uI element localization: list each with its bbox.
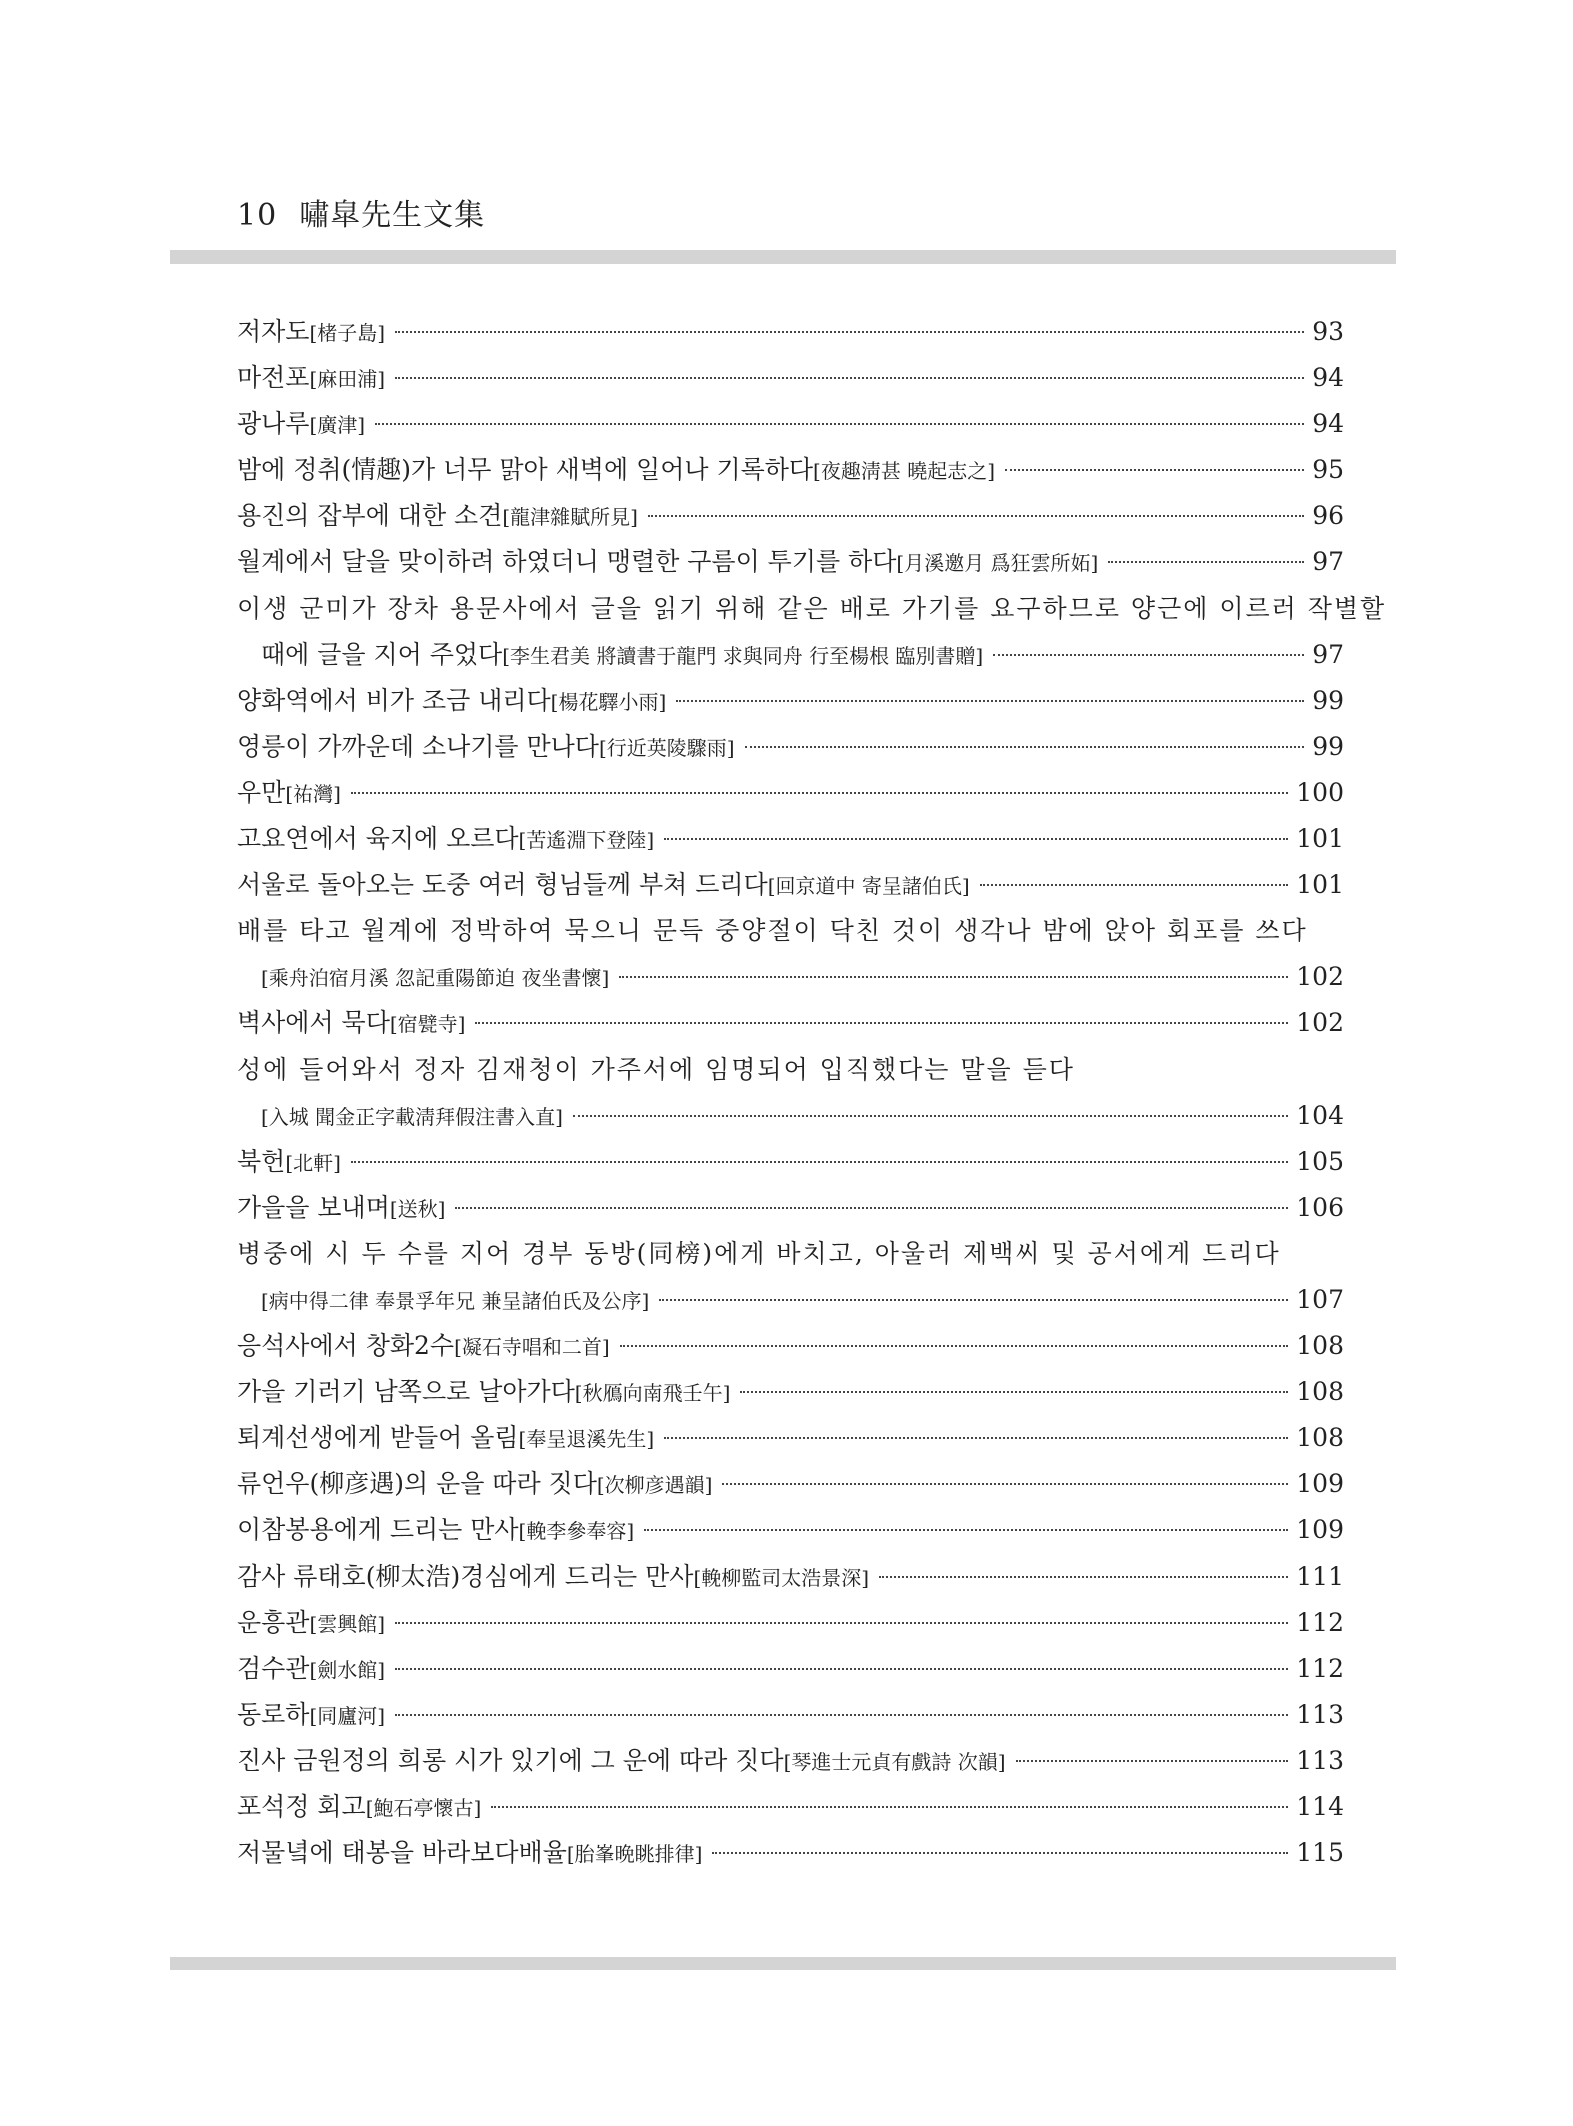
toc-entry-title: 고요연에서 육지에 오르다 [237, 824, 519, 854]
toc-entry [237, 1784, 1344, 1830]
toc-entry-hanja: [北軒] [285, 1150, 341, 1175]
toc-leader-dots [620, 1345, 1289, 1347]
toc-entry-page: 97 [1312, 639, 1344, 669]
toc-entry-title: 저물녘에 태봉을 바라보다배율 [237, 1838, 567, 1868]
toc-entry [237, 355, 1344, 401]
toc-entry-page: 94 [1312, 409, 1344, 439]
toc-entry-hanja: [入城 聞金正字載淸拜假注書入直] [261, 1104, 563, 1129]
toc-leader-dots [395, 1714, 1288, 1716]
toc-entry-hanja: [苦遙淵下登陸] [518, 828, 655, 853]
toc-entry-title: 마전포 [237, 363, 310, 393]
toc-entry-hanja: [楮子島] [309, 321, 386, 345]
toc-leader-dots [740, 1391, 1288, 1393]
toc-entry-hanja: [送秋] [389, 1196, 446, 1221]
toc-entry [237, 586, 1387, 632]
toc-entry-title: 때에 글을 지어 주었다 [261, 639, 503, 669]
toc-entry-page: 104 [1296, 1100, 1344, 1130]
toc-entry-title: 양화역에서 비가 조금 내리다 [237, 685, 551, 715]
toc-entry-hanja: [乘舟泊宿月溪 忽記重陽節迫 夜坐書懷] [261, 966, 610, 991]
table-of-contents [237, 309, 1387, 1876]
toc-entry-page: 100 [1296, 777, 1344, 807]
toc-entry-hanja: [同廬河] [309, 1703, 386, 1728]
toc-entry [237, 1000, 1344, 1046]
toc-entry [237, 862, 1344, 908]
toc-entry-hanja: [奉呈退溪先生] [518, 1427, 655, 1452]
toc-leader-dots [712, 1852, 1288, 1854]
toc-entry-page: 107 [1296, 1284, 1344, 1314]
toc-entry-page: 112 [1296, 1607, 1344, 1637]
toc-entry-hanja: [龍津雜賦所見] [502, 505, 638, 530]
toc-entry-hanja: [琴進士元貞有戲詩 次韻] [783, 1749, 1006, 1774]
toc-entry-page: 105 [1296, 1146, 1344, 1176]
toc-entry-page: 94 [1312, 363, 1344, 393]
toc-entry [237, 770, 1344, 816]
toc-entry-hanja: [秋鴈向南飛壬午] [574, 1381, 731, 1406]
toc-entry-page: 106 [1296, 1192, 1344, 1222]
toc-entry-page: 102 [1296, 962, 1344, 992]
toc-entry-page: 108 [1296, 1377, 1344, 1407]
toc-entry-title: 운흥관 [237, 1607, 310, 1637]
toc-leader-dots [351, 792, 1288, 794]
toc-entry-title: 포석정 회고 [237, 1792, 366, 1821]
toc-entry [237, 908, 1344, 954]
toc-leader-dots [1005, 469, 1304, 471]
toc-entry [237, 493, 1344, 539]
toc-entry-hanja: [輓柳監司太浩景深] [693, 1565, 870, 1590]
toc-leader-dots [722, 1483, 1288, 1485]
toc-entry-page: 113 [1296, 1745, 1344, 1775]
toc-entry-hanja: [回京道中 寄呈諸伯氏] [767, 874, 970, 899]
toc-entry [237, 678, 1344, 724]
toc-entry-title: 밤에 정취(情趣)가 너무 맑아 새벽에 일어나 기록하다 [237, 455, 814, 485]
toc-entry-title: 퇴계선생에게 받들어 올림 [237, 1423, 519, 1453]
toc-entry-hanja: [月溪邀月 爲狂雲所妬] [896, 551, 1099, 576]
toc-leader-dots [993, 654, 1304, 656]
toc-entry-title: 성에 들어와서 정자 김재청이 가주서에 임명되어 입직했다는 말을 듣다 [237, 1054, 1075, 1084]
toc-entry [237, 1692, 1344, 1738]
toc-entry [237, 816, 1344, 862]
toc-leader-dots [644, 1529, 1288, 1531]
toc-entry-page: 109 [1296, 1469, 1344, 1499]
toc-leader-dots [395, 1668, 1288, 1670]
toc-entry [237, 1738, 1344, 1784]
toc-entry-title: 응석사에서 창화2수 [237, 1331, 455, 1361]
toc-entry-hanja: [宿甓寺] [389, 1012, 466, 1037]
toc-leader-dots [745, 746, 1305, 748]
footer-rule [170, 1957, 1396, 1970]
toc-leader-dots [351, 1161, 1288, 1163]
toc-entry-title: 가을을 보내며 [237, 1192, 390, 1222]
toc-leader-dots [664, 838, 1288, 840]
toc-entry [237, 447, 1344, 493]
toc-entry-page: 96 [1312, 501, 1344, 531]
toc-entry [237, 1554, 1344, 1600]
toc-entry-title: 배를 타고 월계에 정박하여 묵으니 문득 중양절이 닥친 것이 생각나 밤에 앉아 회포를 쓰다 [237, 916, 1308, 946]
toc-entry [237, 1047, 1344, 1093]
toc-leader-dots [1016, 1760, 1289, 1762]
toc-entry-title: 서울로 돌아오는 도중 여러 형님들께 부쳐 드리다 [237, 870, 768, 900]
toc-entry-hanja: [病中得二律 奉景孚年兄 兼呈諸伯氏及公序] [261, 1288, 650, 1313]
book-title: 嘯皐先生文集 [299, 198, 486, 233]
toc-entry-title: 광나루 [237, 409, 310, 439]
toc-leader-dots [395, 377, 1304, 379]
toc-entry [237, 401, 1344, 447]
toc-entry [237, 1830, 1344, 1876]
toc-entry [237, 1093, 1344, 1139]
toc-leader-dots [980, 884, 1289, 886]
toc-entry-title: 이생 군미가 장차 용문사에서 글을 읽기 위해 같은 배로 가기를 요구하므로 양근에 이르러 작별할 [237, 593, 1387, 623]
page-number: 10 [237, 198, 278, 233]
toc-entry-hanja: [行近英陵驟雨] [598, 735, 735, 760]
toc-entry-page: 97 [1312, 547, 1344, 577]
toc-leader-dots [619, 976, 1288, 978]
toc-entry-title: 북헌 [237, 1146, 286, 1176]
toc-entry-page: 108 [1296, 1331, 1344, 1361]
toc-entry-page: 115 [1296, 1838, 1344, 1868]
toc-entry-title: 류언우(柳彦遇)의 운을 따라 짓다 [237, 1469, 597, 1499]
toc-entry-hanja: [祐灣] [285, 781, 341, 806]
toc-entry-title: 감사 류태호(柳太浩)경심에게 드리는 만사 [237, 1561, 694, 1591]
toc-entry-title: 월계에서 달을 맞이하려 하였더니 맹렬한 구름이 투기를 하다 [237, 547, 897, 577]
toc-entry-hanja: [次柳彦遇韻] [596, 1473, 713, 1498]
toc-entry-hanja: [楊花驛小雨] [550, 689, 667, 714]
toc-entry-title: 우만 [237, 777, 286, 807]
toc-leader-dots [1108, 561, 1304, 563]
toc-entry-page: 95 [1312, 455, 1344, 485]
toc-entry [237, 1507, 1344, 1553]
toc-entry [237, 1277, 1344, 1323]
toc-entry-hanja: [雲興館] [309, 1611, 386, 1636]
toc-entry-title: 검수관 [237, 1653, 310, 1683]
toc-entry [237, 539, 1344, 585]
toc-entry-hanja: [劍水館] [309, 1657, 386, 1682]
toc-entry-page: 102 [1296, 1008, 1344, 1038]
toc-entry [237, 954, 1344, 1000]
header-rule [170, 250, 1396, 264]
toc-entry-title: 이참봉용에게 드리는 만사 [237, 1515, 519, 1545]
toc-leader-dots [491, 1806, 1288, 1808]
toc-leader-dots [879, 1576, 1288, 1578]
toc-entry-title: 용진의 잡부에 대한 소견 [237, 501, 503, 531]
toc-entry-hanja: [輓李參奉容] [518, 1519, 635, 1544]
toc-leader-dots [664, 1437, 1288, 1439]
toc-entry [237, 1231, 1344, 1277]
toc-entry-page: 114 [1296, 1792, 1344, 1821]
toc-entry [237, 724, 1344, 770]
toc-entry-page: 109 [1296, 1515, 1344, 1545]
toc-leader-dots [648, 515, 1304, 517]
toc-entry [237, 1369, 1344, 1415]
toc-entry [237, 1415, 1344, 1461]
toc-entry-page: 99 [1312, 685, 1344, 715]
toc-leader-dots [455, 1207, 1288, 1209]
toc-entry-title: 병중에 시 두 수를 지어 경부 동방(同榜)에게 바치고, 아울러 제백씨 및 공서에게 드리다 [237, 1238, 1281, 1268]
toc-entry [237, 632, 1344, 678]
toc-entry-title: 벽사에서 묵다 [237, 1008, 390, 1038]
toc-entry [237, 1323, 1344, 1369]
toc-leader-dots [375, 423, 1304, 425]
toc-entry-hanja: [凝石寺唱和二首] [454, 1335, 610, 1360]
toc-entry-title: 저자도 [237, 317, 310, 346]
toc-entry-page: 101 [1296, 870, 1344, 900]
toc-entry-page: 111 [1296, 1561, 1344, 1591]
toc-entry-hanja: [李生君美 將讀書于龍門 求與同舟 行至楊根 臨別書贈] [502, 643, 984, 668]
toc-entry-title: 가을 기러기 남쪽으로 날아가다 [237, 1377, 575, 1407]
toc-entry-hanja: [鮑石亭懷古] [365, 1796, 482, 1820]
toc-entry-title: 동로하 [237, 1699, 310, 1729]
toc-entry [237, 1461, 1344, 1507]
toc-entry-title: 영릉이 가까운데 소나기를 만나다 [237, 731, 599, 761]
running-header [237, 190, 485, 234]
toc-leader-dots [395, 1622, 1288, 1624]
toc-entry-hanja: [夜趣淸甚 曉起志之] [813, 459, 996, 484]
toc-entry-hanja: [麻田浦] [309, 367, 386, 392]
toc-entry-hanja: [胎峯晩眺排律] [566, 1842, 703, 1867]
toc-leader-dots [395, 331, 1304, 333]
toc-entry-page: 101 [1296, 824, 1344, 854]
toc-entry [237, 1646, 1344, 1692]
toc-leader-dots [475, 1022, 1288, 1024]
toc-entry [237, 1139, 1344, 1185]
toc-entry-hanja: [廣津] [309, 413, 366, 438]
toc-entry-page: 113 [1296, 1699, 1344, 1729]
toc-leader-dots [573, 1115, 1288, 1117]
toc-entry-page: 112 [1296, 1653, 1344, 1683]
toc-entry [237, 1600, 1344, 1646]
toc-leader-dots [676, 700, 1304, 702]
toc-leader-dots [659, 1299, 1288, 1301]
toc-entry [237, 309, 1344, 355]
toc-entry-page: 108 [1296, 1423, 1344, 1453]
toc-entry-title: 진사 금원정의 희롱 시가 있기에 그 운에 따라 짓다 [237, 1745, 784, 1775]
toc-entry-page: 99 [1312, 731, 1344, 761]
toc-entry-page: 93 [1312, 317, 1344, 346]
toc-entry [237, 1185, 1344, 1231]
